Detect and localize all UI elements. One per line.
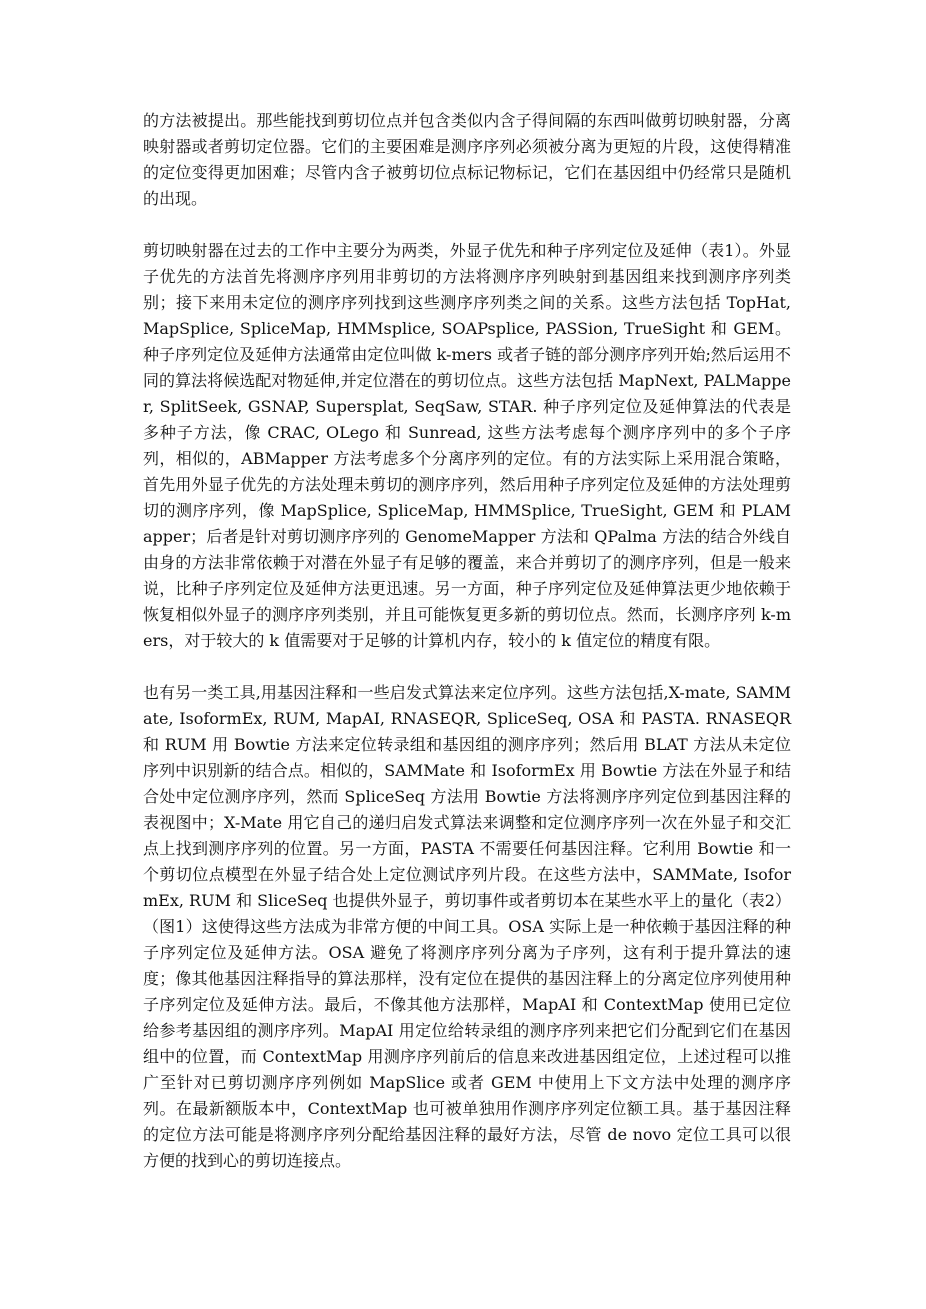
document-page — [143, 108, 791, 1174]
paragraph-2: 剪切映射器在过去的工作中主要分为两类，外显子优先和种子序列定位及延伸（表1）。外显子优先的方法首先将测序序列用非剪切的方法将测序序列映射到基因组来找到测序序列类别；接下来用未定位的测序序列找到这些测序序列类之间的关系。这些方法包括 TopHat, MapSplice, SpliceMap, HMMsplice, SOAPsplice, PASSion, TrueSight 和 GEM。种子序列定位及延伸方法通常由定位叫做 k-mers 或者子链的部分测序序列开始;然后运用不同的算法将候选配对物延伸,并定位潜在的剪切位点。这些方法包括 MapNext, PALMapper, SplitSeek, GSNAP, Supersplat, SeqSaw, STAR. 种子序列定位及延伸算法的代表是多种子方法，像 CRAC, OLego 和 Sunread, 这些方法考虑每个测序序列中的多个子序列，相似的，ABMapper 方法考虑多个分离序列的定位。有的方法实际上采用混合策略，首先用外显子优先的方法处理未剪切的测序序列，然后用种子序列定位及延伸的方法处理剪切的测序序列，像 MapSplice, SpliceMap, HMMSplice, TrueSight, GEM 和 PLAMapper；后者是针对剪切测序序列的 GenomeMapper 方法和 QPalma 方法的结合外线自由身的方法非常依赖于对潜在外显子有足够的覆盖，来合并剪切了的测序序列，但是一般来说，比种子序列定位及延伸方法更迅速。另一方面，种子序列定位及延伸算法更少地依赖于恢复相似外显子的测序序列类别，并且可能恢复更多新的剪切位点。然而，长测序序列 k-mers，对于较大的 k 值需要对于足够的计算机内存，较小的 k 值定位的精度有限。 — [143, 241, 791, 650]
paragraph-3: 也有另一类工具,用基因注释和一些启发式算法来定位序列。这些方法包括,X-mate, SAMMate, IsoformEx, RUM, MapAI, RNASEQR, SpliceSeq, OSA 和 PASTA. RNASEQR 和 RUM 用 Bowtie 方法来定位转录组和基因组的测序序列；然后用 BLAT 方法从未定位序列中识别新的结合点。相似的，SAMMate 和 IsoformEx 用 Bowtie 方法在外显子和结合处中定位测序序列，然而 SpliceSeq 方法用 Bowtie 方法将测序序列定位到基因注释的表视图中；X-Mate 用它自己的递归启发式算法来调整和定位测序序列一次在外显子和交汇点上找到测序序列的位置。另一方面，PASTA 不需要任何基因注释。它利用 Bowtie 和一个剪切位点模型在外显子结合处上定位测试序列片段。在这些方法中，SAMMate, IsoformEx, RUM 和 SliceSeq 也提供外显子，剪切事件或者剪切本在某些水平上的量化（表2）（图1）这使得这些方法成为非常方便的中间工具。OSA 实际上是一种依赖于基因注释的种子序列定位及延伸方法。OSA 避免了将测序序列分离为子序列，这有利于提升算法的速度；像其他基因注释指导的算法那样，没有定位在提供的基因注释上的分离定位序列使用种子序列定位及延伸方法。最后，不像其他方法那样，MapAI 和 ContextMap 使用已定位给参考基因组的测序序列。MapAI 用定位给转录组的测序序列来把它们分配到它们在基因组中的位置，而 ContextMap 用测序序列前后的信息来改进基因组定位，上述过程可以推广至针对已剪切测序序列例如 MapSlice 或者 GEM 中使用上下文方法中处理的测序序列。在最新额版本中，ContextMap 也可被单独用作测序序列定位额工具。基于基因注释的定位方法可能是将测序序列分配给基因注释的最好方法，尽管 de novo 定位工具可以很方便的找到心的剪切连接点。 — [143, 683, 792, 1170]
paragraph-1: 的方法被提出。那些能找到剪切位点并包含类似内含子得间隔的东西叫做剪切映射器，分离映射器或者剪切定位器。它们的主要困难是测序序列必须被分离为更短的片段，这使得精准的定位变得更加困难；尽管内含子被剪切位点标记物标记，它们在基因组中仍经常只是随机的出现。 — [143, 111, 791, 208]
